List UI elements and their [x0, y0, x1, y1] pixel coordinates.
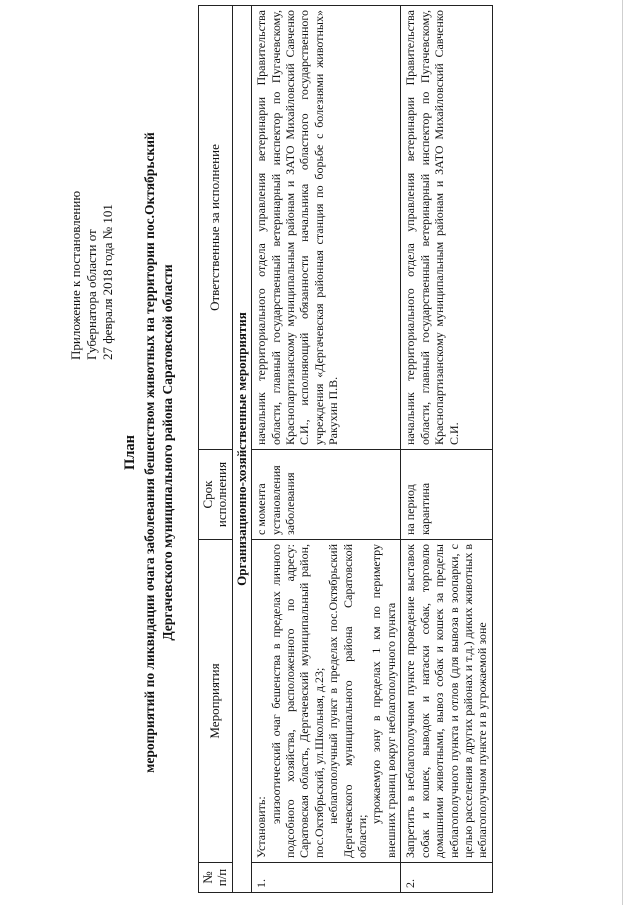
- activity-paragraph: неблагополучный пункт в пределах пос.Октябрьский Дергачевского муниципального района Саратовской области;: [326, 544, 370, 858]
- table-header-row: [199, 6, 233, 893]
- plan-title: План: [122, 434, 138, 471]
- appendix-block: [68, 191, 116, 360]
- activity-paragraph: Запретить в неблагополучном пункте проведение выставок собак и кошек, выводок и натаски собак, торговлю домашними животными, вывоз собак и кошек за пределы неблагополучного пункта и отлов (для вывоза в зоопарки, с целью расселения в других районах и т.д.) диких животных в неблагополучном пункте и в угрожаемой зоне: [403, 544, 490, 858]
- activity-intro: Установить:: [254, 796, 269, 858]
- table-row: [401, 6, 492, 893]
- activity-paragraph: угрожаемую зону в пределах 1 км по периметру внешних границ вокруг неблагополучного пункта: [369, 544, 398, 858]
- section-title: Организационно-хозяйственные мероприятия: [232, 6, 251, 893]
- row-num: 1.: [252, 863, 401, 893]
- header-activity: Мероприятия: [199, 540, 233, 863]
- header-num: № п/п: [199, 863, 233, 893]
- section-row: [232, 6, 251, 893]
- plan-table: [198, 5, 493, 893]
- row-term: с момента установления заболевания: [252, 450, 401, 540]
- table-row: [252, 6, 401, 893]
- activity-paragraph: эпизоотический очаг бешенства в пределах личного подсобного хозяйства, расположенного по адресу: Саратовская область, Дергачевский муниципальный район, пос.Октябрьский, ул.Школьная, д.23;: [268, 544, 326, 858]
- row-activity: [252, 540, 401, 863]
- header-responsible: Ответственные за исполнение: [199, 6, 233, 450]
- row-responsible: начальник территориального отдела управления ветеринарии Правительства области, главный государственный ветеринарный инспектор по Пугачевскому, Краснопартизанскому муниципальным районам и ЗАТО Михайловский Савченко С.И.: [401, 6, 492, 450]
- header-term: Срок исполнения: [199, 450, 233, 540]
- row-term: на период карантина: [401, 450, 492, 540]
- appendix-line-1: Приложение к постановлению: [68, 190, 83, 360]
- appendix-line-3: 27 февраля 2018 года № 101: [100, 204, 115, 360]
- row-activity: [401, 540, 492, 863]
- plan-subtitle: мероприятий по ликвидации очага заболевания бешенством животных на территории пос.Октябрьский: [142, 132, 157, 773]
- row-num: 2.: [401, 863, 492, 893]
- row-responsible: начальник территориального отдела управления ветеринарии Правительства области, главный государственный ветеринарный инспектор по Пугачевскому, Краснопартизанскому муниципальным районам и ЗАТО Михайловский Савченко С.И., исполняющий обязанности начальника областного государственного учреждения «Дергачевская районная станция по борьбе с болезнями животных» Ракухин П.В.: [252, 6, 401, 450]
- appendix-line-2: Губернатора области от: [84, 229, 99, 360]
- plan-subtitle-2: Дергачевского муниципального района Саратовской области: [160, 264, 175, 641]
